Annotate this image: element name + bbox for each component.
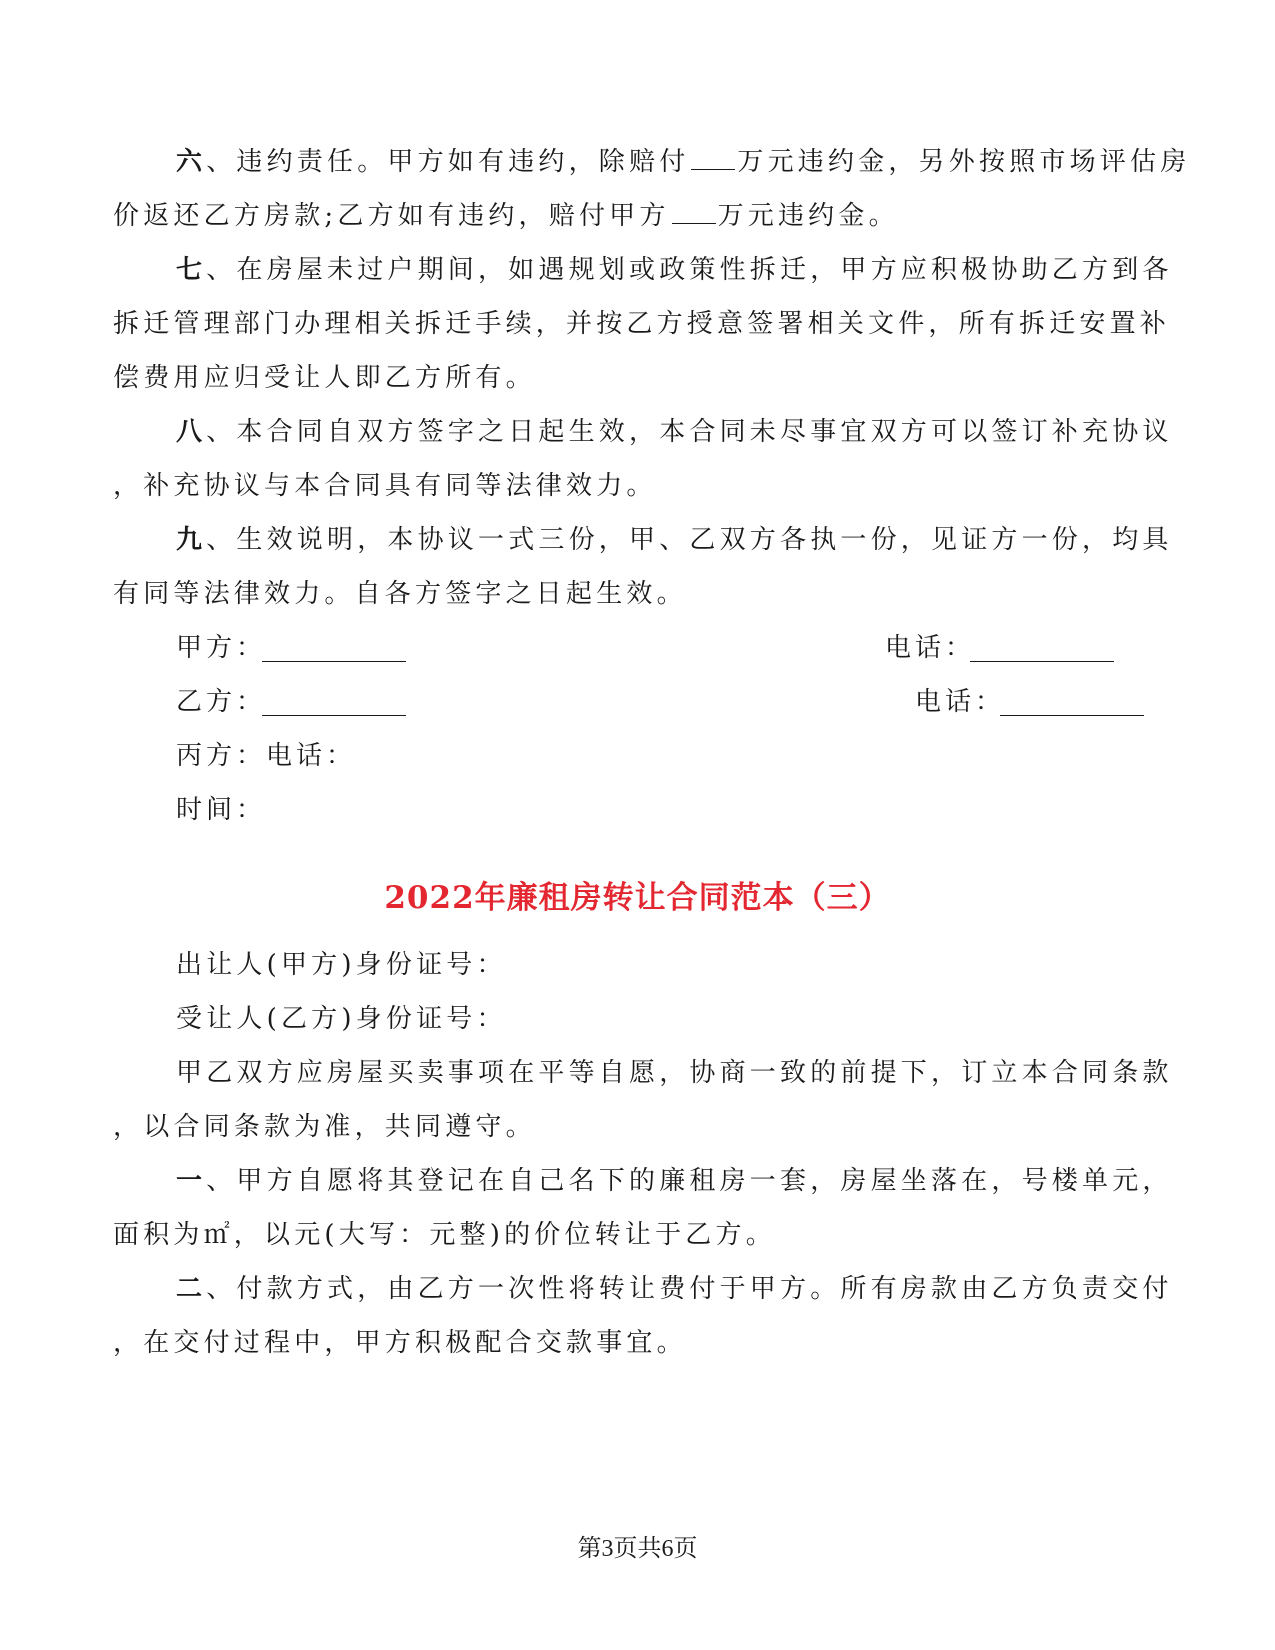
contract3-clause-2-line-2: ，在交付过程中，甲方积极配合交款事宜。: [113, 1328, 687, 1358]
intro-line-1: 甲乙双方应房屋买卖事项在平等自愿，协商一致的前提下，订立本合同条款: [176, 1058, 1173, 1088]
clause-text: 、生效说明，本协议一式三份，甲、乙双方各执一份，见证方一份，均具: [206, 525, 1173, 555]
contract3-clause-2-line-1: [176, 1274, 1216, 1304]
intro-line-2: ，以合同条款为准，共同遵守。: [113, 1112, 536, 1142]
contract3-clause-1-line-1: [176, 1166, 1216, 1196]
clause-6-line-1: [176, 147, 1216, 177]
clause-7-line-1: [176, 255, 1216, 285]
clause-6-line-2: [113, 201, 1153, 231]
page-number: 第3页共6页: [577, 1536, 698, 1562]
phone-b-line: [1000, 714, 1144, 716]
clause-number: 九: [176, 525, 207, 555]
phone-a-line: [970, 660, 1114, 662]
clause-text: 、违约责任。甲方如有违约，除赔付: [206, 147, 690, 177]
clause-text: 万元违约金，另外按照市场评估房: [737, 147, 1191, 177]
clause-number: 八: [176, 417, 207, 447]
clause-8-line-2: ，补充协议与本合同具有同等法律效力。: [113, 471, 657, 501]
clause-number: 一: [176, 1166, 207, 1196]
clause-text: 、付款方式，由乙方一次性将转让费付于甲方。所有房款由乙方负责交付: [206, 1274, 1173, 1304]
party-b-label: 乙方：: [176, 687, 267, 717]
party-a-signature-line: [262, 660, 406, 662]
clause-number: 二: [176, 1274, 207, 1304]
buyer-id-line: 受让人(乙方)身份证号：: [176, 1004, 507, 1034]
clause-text: 万元违约金。: [717, 201, 899, 231]
clause-text: 、在房屋未过户期间，如遇规划或政策性拆迁，甲方应积极协助乙方到各: [206, 255, 1173, 285]
party-a-label: 甲方：: [176, 633, 267, 663]
party-b-signature-line: [262, 714, 406, 716]
blank-field: [672, 201, 716, 224]
clause-text: 价返还乙方房款;乙方如有违约，赔付甲方: [113, 201, 670, 231]
seller-id-line: 出让人(甲方)身份证号：: [176, 950, 507, 980]
clause-7-line-3: 偿费用应归受让人即乙方所有。: [113, 363, 536, 393]
clause-9-line-2: 有同等法律效力。自各方签字之日起生效。: [113, 579, 687, 609]
clause-number: 七: [176, 255, 207, 285]
clause-8-line-1: [176, 417, 1216, 447]
clause-7-line-2: 拆迁管理部门办理相关拆迁手续，并按乙方授意签署相关文件，所有拆迁安置补: [113, 309, 1171, 339]
clause-9-line-1: [176, 525, 1216, 555]
party-c-label: 丙方：电话：: [176, 741, 357, 771]
clause-text: 、本合同自双方签字之日起生效，本合同未尽事宜双方可以签订补充协议: [206, 417, 1173, 447]
phone-a-label: 电话：: [885, 633, 976, 663]
time-label: 时间：: [176, 795, 267, 825]
blank-field: [691, 147, 735, 170]
clause-text: 、甲方自愿将其登记在自己名下的廉租房一套，房屋坐落在，号楼单元，: [206, 1166, 1173, 1196]
contract3-clause-1-line-2: 面积为㎡，以元(大写：元整)的价位转让于乙方。: [113, 1220, 776, 1250]
phone-b-label: 电话：: [915, 687, 1006, 717]
clause-number: 六: [176, 147, 207, 177]
section-title: 2022年廉租房转让合同范本（三）: [384, 880, 891, 916]
